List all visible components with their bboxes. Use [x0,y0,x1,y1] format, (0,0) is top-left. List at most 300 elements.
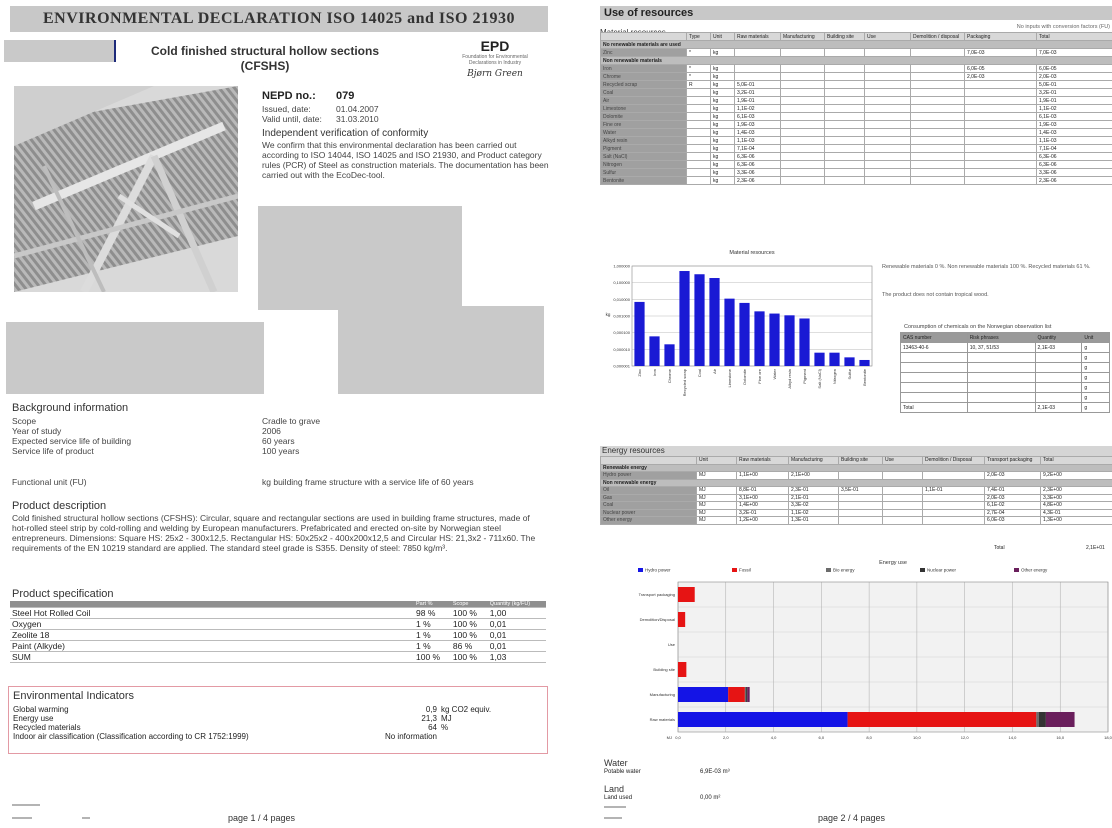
energy-name-cell: Other energy [601,517,697,525]
background-key: Year of study [12,426,62,436]
chem-cell: g [1082,353,1110,363]
footer-mark [82,817,90,819]
energy-name-cell: Gas [601,494,697,502]
chart-title: Material resources [729,250,775,256]
material-cell [687,105,711,113]
material-name-cell: Water [601,129,687,137]
energy-name-cell: Nuclear power [601,509,697,517]
spec-header-cell: Quantity (kg/FU) [488,601,546,608]
energy-resources-table [600,456,1112,525]
material-cell: 6,1E-03 [1037,113,1112,121]
material-cell [911,161,965,169]
material-row [601,113,1112,121]
material-cell: kg [711,97,735,105]
chem-cell: 10, 37, 51/53 [967,343,1035,353]
material-name-cell: Chrome [601,73,687,81]
material-category-cell: Non renewable materials [601,57,1112,65]
energy-cell: 2,3E-01 [789,487,839,495]
material-name-cell: Zinc [601,49,687,57]
material-cell: kg [711,113,735,121]
chem-cell [1035,373,1082,383]
background-key: Expected service life of building [12,436,132,446]
product-spec-table [10,601,546,663]
material-cell: 3,2E-01 [735,89,781,97]
material-cell [687,97,711,105]
water-label: Potable water [604,769,641,775]
product-description-text: Cold finished structural hollow sections (CFSHS): Circular, square and rectangular sections are used in building frame structures, made of hot-rolled steel strip by cold-rolling and welding by European manufacturers. Prefabricated and erected on-site by Norwegian steel entrepreneurs. Dimensions: Square HS: 25x2 - 300x12,5. Rectangular HS: 50x25x2 - 400x200x12,5 and Circular HS: 21,3x2 - 711x60. The requirements of the EN 10219 standard are applied. The standard steel grade is S355. Density of steel: 7850 kg/m³. [12,513,536,553]
material-name-cell: Limestone [601,105,687,113]
background-key: Scope [12,416,37,426]
logo-edge [114,40,116,62]
x-tick-label: Water [772,369,777,380]
material-cell [825,161,865,169]
x-tick-label: 6,0 [818,735,825,740]
energy-row [601,509,1112,517]
material-cell [965,169,1037,177]
spec-cell: 0,01 [488,641,546,652]
chem-cell [967,393,1035,403]
energy-cell [839,517,883,525]
redacted-block-3 [338,306,544,394]
chem-header-cell: Risk phrases [967,333,1035,343]
y-tick-label: 1,000000 [613,263,630,269]
energy-cell: 6,0E-03 [985,517,1041,525]
tropical-wood-note: The product does not contain tropical wood. [882,292,989,298]
material-cell [781,89,825,97]
material-cell: kg [711,81,735,89]
x-tick-label: 10,0 [912,735,921,740]
chem-cell: 13463-40-6 [901,343,968,353]
material-cell: 1,9E-03 [1037,121,1112,129]
energy-cell: 2,1E-01 [789,494,839,502]
background-value: 2006 [262,426,281,436]
spec-cell: 98 % [414,608,451,619]
footer-mark [12,817,32,819]
material-name-cell: Air [601,97,687,105]
material-cell [911,113,965,121]
material-cell [865,169,911,177]
energy-header-cell: Use [883,457,923,465]
material-cell [865,113,911,121]
material-cell [781,137,825,145]
energy-header-row [601,457,1112,465]
material-note: No inputs with conversion factors (FU) [1016,24,1110,30]
energy-cell: 4,3E-01 [1041,509,1112,517]
material-resources-table [600,32,1112,185]
page-footer-1: page 1 / 4 pages [228,813,296,823]
material-cell: 6,1E-03 [735,113,781,121]
material-cell [865,161,911,169]
material-cell: 1,1E-03 [1037,137,1112,145]
chem-cell: g [1082,373,1110,383]
chemicals-table [900,332,1110,413]
material-cell: kg [711,153,735,161]
env-row [11,714,543,723]
material-cell [687,113,711,121]
energy-cell [923,494,985,502]
material-cell [825,121,865,129]
chem-cell [1035,363,1082,373]
signature: Bjørn Green [467,69,523,79]
material-cell [825,177,865,185]
land-value: 0,00 m² [700,795,721,801]
energy-cell: MJ [697,494,737,502]
bar-segment [745,687,746,702]
spec-cell: 1 % [414,630,451,641]
energy-row [601,502,1112,510]
energy-cell: 1,3E-01 [789,517,839,525]
material-cell [781,129,825,137]
material-resources-chart [600,244,930,402]
product-photo [14,86,238,292]
material-cell [965,105,1037,113]
chem-row [901,363,1110,373]
material-cell [687,153,711,161]
x-tick-label: Iron [652,369,657,376]
chem-cell [901,383,968,393]
material-cell [781,97,825,105]
material-name-cell: Coal [601,89,687,97]
material-cell [825,113,865,121]
chem-row [901,383,1110,393]
material-cell [825,137,865,145]
use-of-resources-title: Use of resources [600,6,1112,20]
material-cell [781,113,825,121]
material-cell [687,89,711,97]
chem-cell: g [1082,343,1110,353]
material-cell [911,65,965,73]
material-cell: 3,2E-01 [1037,89,1112,97]
bar [694,274,704,366]
chem-cell [901,373,968,383]
material-cell: 1,1E-02 [735,105,781,113]
renewable-note: Renewable materials 0 %. Non renewable materials 100 %. Recycled materials 61 %. [882,264,1091,270]
background-keys [12,416,131,456]
material-cell [687,129,711,137]
background-value: Cradle to grave [262,416,321,426]
energy-cell [839,472,883,480]
legend-swatch [732,568,737,572]
chem-cell: g [1082,363,1110,373]
chem-cell [967,353,1035,363]
material-cell [911,81,965,89]
material-cell: kg [711,65,735,73]
energy-cell [839,494,883,502]
energy-category-cell: Non renewable energy [601,479,1112,487]
material-header-cell: Demolition / disposal [911,33,965,41]
material-cell [911,153,965,161]
x-tick-label: Air [712,369,717,374]
material-cell: 3,3E-06 [1037,169,1112,177]
material-cell: * [687,49,711,57]
product-description-title: Product description [12,500,107,512]
y-tick-label: 0,000010 [613,346,630,352]
chem-cell [967,403,1035,413]
env-key: Indoor air classification (Classification according to CR 1752:1999) [13,732,249,741]
material-cell [865,145,911,153]
bar-segment [747,687,749,702]
energy-cell: 3,5E-01 [839,487,883,495]
material-cell [735,49,781,57]
bar [754,311,764,366]
bar-segment [1046,712,1075,727]
material-header-cell: Unit [711,33,735,41]
spec-cell: 100 % [451,630,488,641]
energy-resources-title: Energy resources [600,446,1112,456]
spec-cell: 1,00 [488,608,546,619]
env-value: No information [384,732,437,741]
material-cell: 5,0E-01 [1037,81,1112,89]
material-row [601,65,1112,73]
background-key: Service life of product [12,446,94,456]
valid-label: Valid until, date: [262,114,322,124]
material-cell [965,153,1037,161]
material-cell: * [687,73,711,81]
env-indicators-title: Environmental Indicators [13,690,135,702]
material-cell: 2,3E-06 [1037,177,1112,185]
x-tick-label: Pigment [802,369,807,384]
energy-category-row [601,464,1112,472]
material-cell [781,81,825,89]
legend-swatch [638,568,643,572]
issued-label: Issued, date: [262,104,311,114]
chem-row [901,393,1110,403]
energy-cell: 2,0E-03 [985,472,1041,480]
material-cell [781,161,825,169]
material-cell [825,89,865,97]
material-cell: 7,1E-04 [735,145,781,153]
energy-cell [883,472,923,480]
material-cell: kg [711,161,735,169]
energy-cell [883,494,923,502]
material-row [601,153,1112,161]
env-row [11,732,543,741]
water-value: 6,9E-03 m³ [700,769,730,775]
energy-header-cell: Building site [839,457,883,465]
energy-cell: 1,2E+00 [737,517,789,525]
energy-header-cell [601,457,697,465]
material-name-cell: Nitrogen [601,161,687,169]
bar-segment [678,712,848,727]
spec-row [10,619,546,630]
energy-total-value: 2,1E+01 [1086,545,1105,551]
energy-header-cell: Total [1041,457,1112,465]
y-tick-label: 0,100000 [613,280,630,286]
material-header-cell [601,33,687,41]
chem-cell [1035,393,1082,403]
x-tick-label: Nitrogen [832,369,837,385]
material-cell [735,65,781,73]
material-cell: kg [711,89,735,97]
material-cell [781,49,825,57]
material-cell: * [687,65,711,73]
y-tick-label: Demolition/Disposal [639,617,675,622]
material-cell: kg [711,129,735,137]
x-tick-label: Sulfur [847,369,852,380]
material-cell [825,105,865,113]
x-tick-label: Chrome [667,369,672,384]
chem-cell [901,393,968,403]
energy-cell [923,509,985,517]
chem-row [901,403,1110,413]
env-unit: kg CO2 equiv. [441,705,492,714]
chem-cell [967,373,1035,383]
env-value: 0,9 [425,705,437,714]
material-row [601,161,1112,169]
material-title-row [600,22,1112,32]
material-cell [865,137,911,145]
x-tick-label: 2,0 [722,735,729,740]
x-tick-label: Fine ore [757,369,762,384]
material-cell [911,105,965,113]
material-header-cell: Total [1037,33,1112,41]
material-cell [965,145,1037,153]
y-tick-label: 0,000001 [613,363,630,369]
bar [634,302,644,366]
material-cell: 1,9E-03 [735,121,781,129]
spec-sum-row [10,652,546,663]
bar-segment [678,662,686,677]
energy-cell: 1,1E-02 [789,509,839,517]
material-cell [911,89,965,97]
x-tick-label: Coal [697,369,702,378]
env-row [11,723,543,732]
material-name-cell: Pigment [601,145,687,153]
x-tick-label: 12,0 [960,735,969,740]
energy-cell: MJ [697,472,737,480]
spec-cell: Zeolite 18 [10,630,414,641]
spec-cell: 100 % [451,652,488,663]
material-cell [825,65,865,73]
energy-row [601,487,1112,495]
x-tick-label: Recycled scrap [682,369,687,397]
verification-title: Independent verification of conformity [262,128,429,139]
material-cell: 2,0E-03 [1037,73,1112,81]
energy-cell: MJ [697,487,737,495]
material-name-cell: Fine ore [601,121,687,129]
material-cell [825,145,865,153]
energy-cell: 2,1E+00 [789,472,839,480]
material-cell [965,97,1037,105]
y-tick-label: Transport packaging [638,592,675,597]
bar [739,303,749,366]
product-spec-title: Product specification [12,588,114,600]
material-header-cell: Manufacturing [781,33,825,41]
material-cell [911,121,965,129]
chem-row [901,353,1110,363]
chem-cell: g [1082,393,1110,403]
energy-header-cell: Raw materials [737,457,789,465]
material-cell: 5,0E-01 [735,81,781,89]
material-name-cell: Salt (NaCl) [601,153,687,161]
spec-row [10,608,546,619]
bar-segment [1036,712,1038,727]
energy-use-chart [600,556,1112,752]
bar [724,299,734,366]
material-row [601,81,1112,89]
legend-label: Bio energy [833,567,855,573]
x-tick-label: 0,0 [675,735,681,740]
nepd-label: NEPD no.: [262,90,316,102]
footer-mark [12,804,40,806]
material-category-row [601,57,1112,65]
energy-cell [883,509,923,517]
material-cell [781,153,825,161]
page-footer-2: page 2 / 4 pages [818,813,886,823]
material-cell [687,161,711,169]
material-cell: 1,1E-03 [735,137,781,145]
material-cell [965,161,1037,169]
material-cell: kg [711,73,735,81]
material-cell [965,129,1037,137]
legend-label: Nuclear power [927,567,957,573]
material-cell: 7,0E-03 [965,49,1037,57]
material-cell: kg [711,121,735,129]
material-cell [911,137,965,145]
x-tick-label: 8,0 [866,735,872,740]
background-value: 100 years [262,446,300,456]
material-cell [911,73,965,81]
energy-cell: MJ [697,502,737,510]
spec-cell: 0,01 [488,619,546,630]
material-cell [911,129,965,137]
energy-cell: 2,3E+00 [1041,487,1112,495]
chem-row [901,373,1110,383]
material-name-cell: Alkyd resin [601,137,687,145]
page-2 [556,0,1112,828]
bar [664,344,674,366]
background-value: 60 years [262,436,295,446]
env-unit: MJ [441,714,452,723]
material-category-row [601,41,1112,49]
material-cell [911,97,965,105]
y-tick-label: Raw materials [649,717,675,722]
energy-cell: 2,0E-03 [985,494,1041,502]
spec-cell: 86 % [451,641,488,652]
x-tick-label: Bentonite [862,369,867,386]
bar [709,278,719,366]
water-title: Water [604,758,628,768]
material-cell [687,177,711,185]
material-cell: 6,0E-05 [1037,65,1112,73]
epd-logo [440,38,550,79]
material-cell: 7,0E-03 [1037,49,1112,57]
land-title: Land [604,784,625,794]
x-tick-label: Salt (NaCl) [817,369,822,389]
bar [844,357,854,366]
chem-cell [1035,383,1082,393]
env-value: 21,3 [421,714,437,723]
energy-cell: 1,1E-01 [923,487,985,495]
material-cell: kg [711,145,735,153]
energy-cell: 3,2E-01 [737,509,789,517]
material-name-cell: Sulfur [601,169,687,177]
env-key: Recycled materials [13,723,81,732]
chem-header-row [901,333,1110,343]
env-value: 64 [428,723,437,732]
energy-cell: 3,1E+00 [737,494,789,502]
material-cell: kg [711,137,735,145]
material-cell: 6,3E-06 [1037,153,1112,161]
legend-swatch [920,568,925,572]
material-cell: 6,0E-05 [965,65,1037,73]
energy-cell: 7,4E-01 [985,487,1041,495]
material-cell [965,121,1037,129]
energy-cell: 2,7E-04 [985,509,1041,517]
material-cell [965,137,1037,145]
energy-row [601,472,1112,480]
energy-category-cell: Renewable energy [601,464,1112,472]
